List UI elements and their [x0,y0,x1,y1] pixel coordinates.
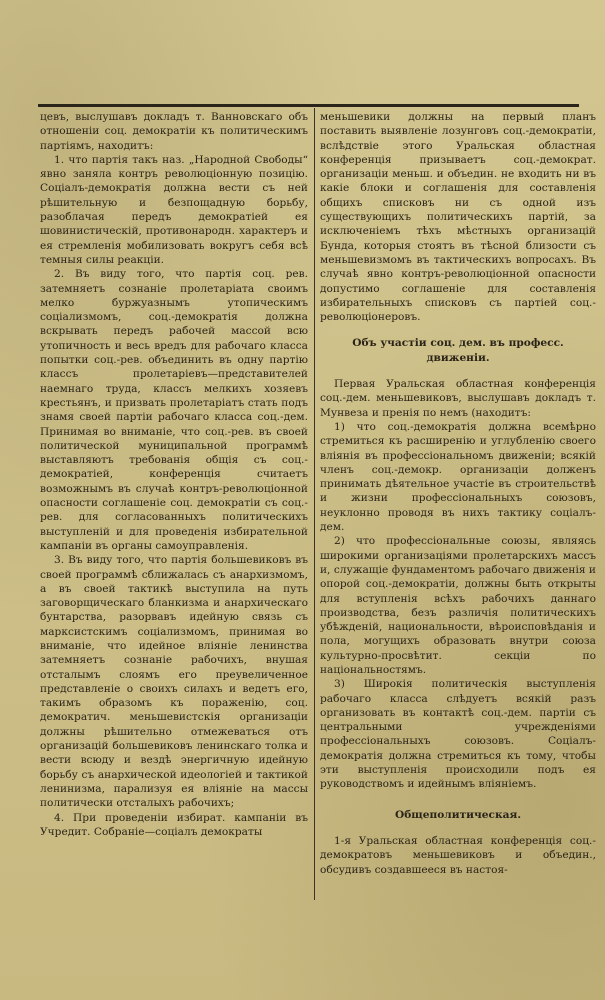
paragraph-union-point-3: 3) Широкiя политическiя выступленiя рабочаго класса слѣдуетъ всякiй разъ организовать въ контактѣ соц.-дем. партiи съ центральными учрежденiями профессiональныхъ союзовъ. Соцiалъ-демократiя должна стремиться къ тому, чтобы эти выступленiя происходили подъ ея руководствомъ и идейнымъ влiянiемъ. [320,678,596,791]
paragraph-point-4: 4. При проведенiи избират. кампанiи въ Учредит. Собранiе—соцiалъ демократы [40,811,308,838]
section-heading-general-political: Общеполитическая. [394,808,522,821]
left-column [40,110,308,839]
paragraph-union-point-2: 2) что профессiональные союзы, являясь широкими организацiями пролетарскихъ массъ и, служащiе фундаментомъ рабочаго движенiя и опорой соц.-демократiи, должны быть открыты для вступленiя всѣхъ рабочихъ даннаго производства, безъ различiя политическихъ убѣжденiй, национальности, вѣроисповѣданiя и пола, могущихъ образовать внутри союза культурно-просвѣтит. секцiи по нацiональностямъ. [320,535,596,676]
paragraph-union-point-1: 1) что соц.-демократiя должна всемѣрно стремиться къ расширенiю и углубленiю своего влiянiя въ профессiональномъ движенiи; всякiй членъ соц.-демокр. организацiи долженъ принимать дѣятельное участiе въ строительствѣ и жизни профессiональныхъ союзовъ, неуклонно проводя въ нихъ тактику соцiалъ-дем. [320,420,596,534]
paragraph-general-political: 1-я Уральская областная конференцiя соц.-демократовъ меньшевиковъ и объедин., обсудивъ создавшееся въ настоя- [320,834,596,876]
paragraph-point-3: 3. Въ виду того, что партiя большевиковъ въ своей программѣ сближалась съ анархизмомъ, а въ своей тактикѣ выступила на путь заговорщическаго бланкизма и анархическаго бунтарства, разорвавъ идейную связь съ марксистскимъ соцiализмомъ, принимая во вниманiе, что идейное влiянiе ленинства затемняетъ сознанiе рабочихъ, внушая отсталымъ слоямъ его преувеличенное представленiе о своихъ силахъ и ведетъ его, такимъ образомъ къ пораженiю, соц. демократич. меньшевистскiя организацiи должны рѣшительно отмежеваться отъ организацiй большевиковъ ленинскаго толка и вести всюду и вездѣ энергичную идейную борьбу съ анархической идеологiей и тактикой ленинизма, парализуя ея влiянiе на массы политически отсталыхъ рабочихъ; [40,554,308,810]
column-divider [314,108,315,900]
paragraph-point-2: 2. Въ виду того, что партiя соц. рев. затемняетъ сознанiе пролетарiата своимъ мелко буржуазнымъ утопическимъ соцiализмомъ, соц.-демократiя должна вскрывать передъ рабочей массой всю утопичность и весь вредъ для рабочаго класса попытки соц.-рев. объединить въ одну партiю классъ пролетарiевъ—представителей наемнаго труда, классъ мелкихъ хозяевъ крестьянъ, и призвать пролетарiатъ стать подъ знамя своей партiи рабочаго класса соц.-дем. Принимая во вниманiе, что соц.-рев. въ своей политической муниципальной программѣ выставляютъ требованiя общiя съ соц.-демократiей, конференцiя считаетъ возможнымъ въ случаѣ контръ-революцiонной опасности соглашенiе соц. демократiи съ соц.-рев. для согласованныхъ политическихъ выступленiй и для проведенiя избирательной кампанiи въ органы самоуправленiя. [40,268,308,552]
paragraph-intro: цевъ, выслушавъ докладъ т. Ванновскаго объ отношенiи соц. демократiи къ политическимъ партiямъ, находитъ: [40,111,308,152]
paragraph-conference-intro: Первая Уральская областная конференцiя соц.-дем. меньшевиковъ, выслушавъ докладъ т. Мунвеза и пренiя по немъ (находитъ: [320,378,596,419]
paragraph-continued: меньшевики должны на первый планъ поставить выявленiе лозунговъ соц.-демократiи, вслѣдствiе этого Уральская областная конференцiя призываетъ соц.-демократ. организацiи меньш. и объедин. не входить ни въ какiе блоки и соглашенiя для составленiя общихъ списковъ ни съ одной изъ существующихъ политическихъ партiй, за исключенiемъ тѣхъ мѣстныхъ организацiй Бунда, которыя стоятъ въ тѣсной близости съ меньшевизмомъ въ тактическихъ вопросахъ. Въ случаѣ явно контръ-революцiонной опасности допустимо соглашенiе для составленiя избирательныхъ списковъ съ партiей соц.-революцiонеровъ. [320,111,596,324]
paragraph-point-1: 1. что партiя такъ наз. „Народной Свободы“ явно заняла контръ революцiонную позицiю. Соцiалъ-демократiя должна вести съ ней рѣшительную и безпощадную борьбу, разоблачая передъ демократiей ея шовинистическiй, противонародн. характеръ и ея стремленiя мобилизовать вокругъ себя всѣ темныя силы реакцiи. [40,153,308,266]
right-column [320,110,596,877]
section-heading-trade-unions: Объ участiи соц. дем. въ професс. движенiи. [352,337,564,364]
top-rule [38,104,579,107]
